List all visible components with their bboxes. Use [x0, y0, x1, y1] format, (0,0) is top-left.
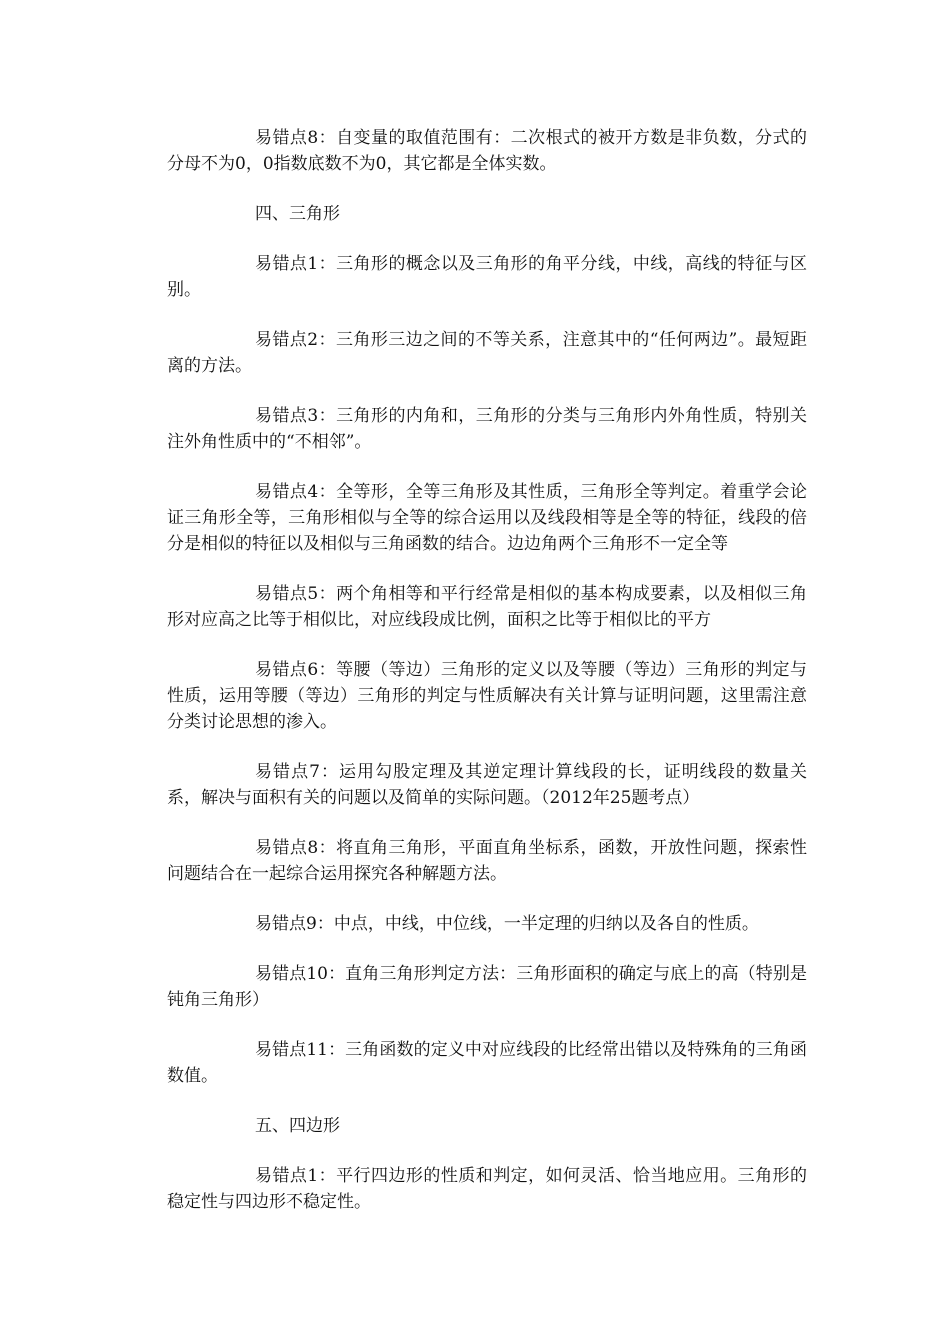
paragraph-error-point-3: 易错点3：三角形的内角和，三角形的分类与三角形内外角性质，特别关注外角性质中的“不相邻”。: [167, 406, 807, 452]
paragraph-error-point-11: 易错点11：三角函数的定义中对应线段的比经常出错以及特殊角的三角函数值。: [167, 1040, 807, 1086]
paragraph-error-point-9: 易错点9：中点，中线，中位线，一半定理的归纳以及各自的性质。: [255, 914, 759, 934]
paragraph-error-point-5: 易错点5：两个角相等和平行经常是相似的基本构成要素，以及相似三角形对应高之比等于相似比，对应线段成比例，面积之比等于相似比的平方: [167, 584, 807, 630]
paragraph-error-point-10: 易错点10：直角三角形判定方法：三角形面积的确定与底上的高（特别是钝角三角形）: [167, 964, 807, 1010]
paragraph-error-point-2: 易错点2：三角形三边之间的不等关系，注意其中的“任何两边”。最短距离的方法。: [167, 330, 807, 376]
paragraph-error-point-4: 易错点4：全等形，全等三角形及其性质，三角形全等判定。着重学会论证三角形全等，三角形相似与全等的综合运用以及线段相等是全等的特征，线段的倍分是相似的特征以及相似与三角函数的结合。边边角两个三角形不一定全等: [167, 482, 807, 554]
paragraph-quadrilateral-error-point-1: 易错点1：平行四边形的性质和判定，如何灵活、恰当地应用。三角形的稳定性与四边形不稳定性。: [167, 1166, 807, 1212]
paragraph-error-point-8: 易错点8：将直角三角形，平面直角坐标系，函数，开放性问题，探索性问题结合在一起综合运用探究各种解题方法。: [167, 838, 807, 884]
section-heading-triangle: 四、三角形: [255, 204, 340, 224]
document-page: [167, 125, 807, 1239]
paragraph-error-point-7: 易错点7：运用勾股定理及其逆定理计算线段的长，证明线段的数量关系，解决与面积有关的问题以及简单的实际问题。（2012年25题考点）: [167, 762, 807, 808]
paragraph-error-point-8-variable-range: 易错点8：自变量的取值范围有：二次根式的被开方数是非负数，分式的分母不为0，0指数底数不为0，其它都是全体实数。: [167, 128, 807, 174]
section-heading-quadrilateral: 五、四边形: [255, 1116, 340, 1136]
paragraph-error-point-6: 易错点6：等腰（等边）三角形的定义以及等腰（等边）三角形的判定与性质，运用等腰（等边）三角形的判定与性质解决有关计算与证明问题，这里需注意分类讨论思想的渗入。: [167, 660, 807, 732]
paragraph-error-point-1: 易错点1：三角形的概念以及三角形的角平分线，中线，高线的特征与区别。: [167, 254, 807, 300]
